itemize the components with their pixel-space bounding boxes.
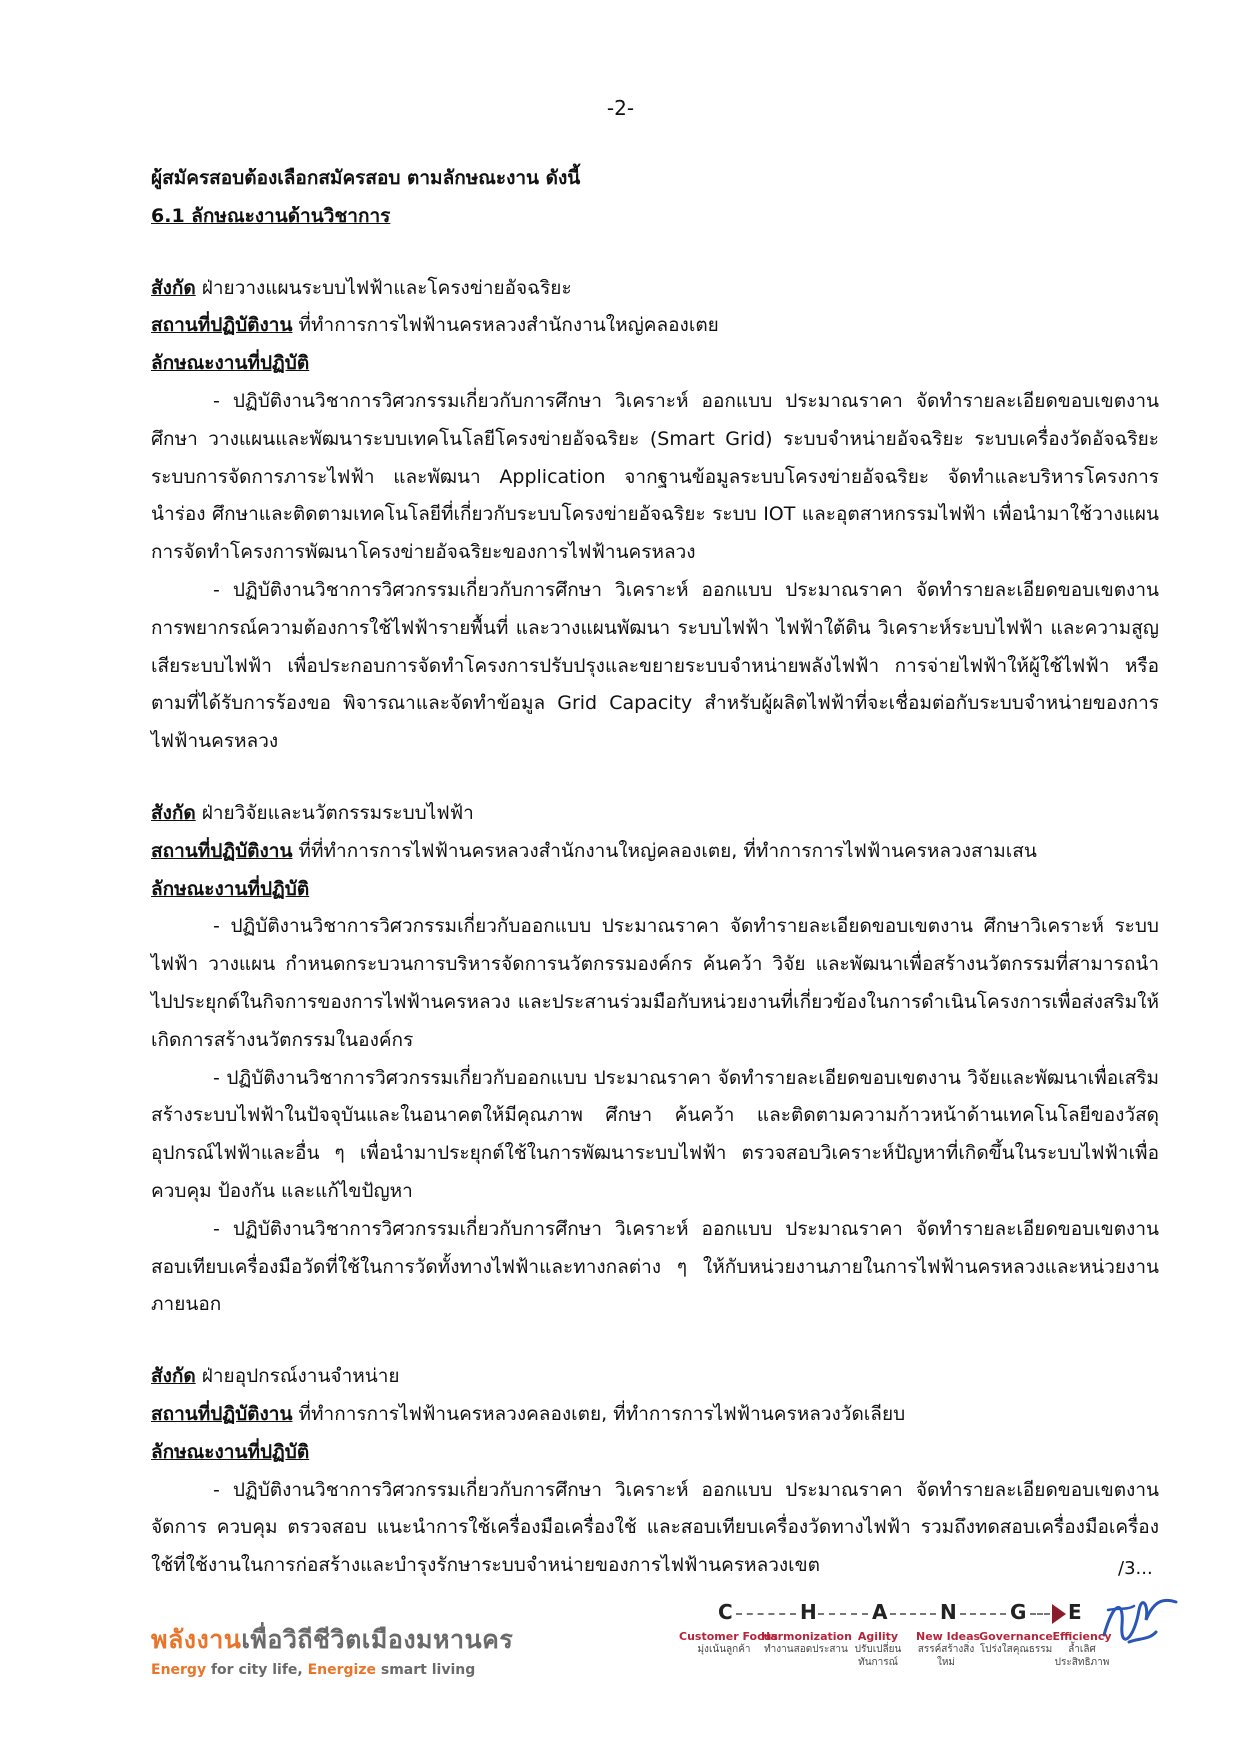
change-letter-n: N — [940, 1600, 957, 1624]
slogan-thai-gray: เพื่อวิถีชีวิตเมืองมหานคร — [241, 1625, 514, 1654]
value-th: ล้ำเลิศประสิทธิภาพ — [1054, 1644, 1110, 1668]
value-en: Governance — [979, 1630, 1053, 1643]
workplace-label: สถานที่ปฏิบัติงาน — [151, 839, 293, 862]
duty-paragraph: - ปฏิบัติงานวิชาการวิศวกรรมเกี่ยวกับการศึกษา วิเคราะห์ ออกแบบ ประมาณราคา จัดทำรายละเอียดขอบเขตงาน ศึกษา วางแผนและพัฒนาระบบเทคโนโลยีโครงข่ายอัจฉริยะ (Smart Grid) ระบบจำหน่ายอัจฉริยะ ระบบเครื่องวัดอัจฉริยะ ระบบการจัดการภาระไฟฟ้า และพัฒนา Application จากฐานข้อมูลระบบโครงข่ายอัจฉริยะ จัดทำและบริหารโครงการนำร่อง ศึกษาและติดตามเทคโนโลยีที่เกี่ยวกับระบบโครงข่ายอัจฉริยะ ระบบ IOT และอุตสาหกรรมไฟฟ้า เพื่อนำมาใช้วางแผนการจัดทำโครงการพัฒนาโครงข่ายอัจฉริยะของการไฟฟ้านครหลวง — [151, 389, 1159, 564]
dashed-connector — [1030, 1613, 1050, 1615]
value-efficiency — [1052, 1630, 1112, 1669]
section-workplace — [151, 307, 1159, 345]
section-affiliation — [151, 795, 1159, 833]
duty-paragraph: - ปฏิบัติงานวิชาการวิศวกรรมเกี่ยวกับการศึกษา วิเคราะห์ ออกแบบ ประมาณราคา จัดทำรายละเอียดขอบเขตงาน การพยากรณ์ความต้องการใช้ไฟฟ้ารายพื้นที่ และวางแผนพัฒนา ระบบไฟฟ้า ไฟฟ้าใต้ดิน วิเคราะห์ระบบไฟฟ้า และความสูญเสียระบบไฟฟ้า เพื่อประกอบการจัดทำโครงการปรับปรุงและขยายระบบจำหน่ายพลังไฟฟ้า การจ่ายไฟฟ้าให้ผู้ใช้ไฟฟ้า หรือตามที่ได้รับการร้องขอ พิจารณาและจัดทำข้อมูล Grid Capacity สำหรับผู้ผลิตไฟฟ้าที่จะเชื่อมต่อกับระบบจำหน่ายของการไฟฟ้านครหลวง — [151, 578, 1159, 753]
dashed-connector — [890, 1613, 936, 1615]
affiliation-value: ฝ่ายวิจัยและนวัตกรรมระบบไฟฟ้า — [195, 801, 474, 824]
slogan-en-energize: Energize — [307, 1662, 377, 1678]
duty-paragraph: - ปฏิบัติงานวิชาการวิศวกรรมเกี่ยวกับออกแบบ ประมาณราคา จัดทำรายละเอียดขอบเขตงาน วิจัยและพัฒนาเพื่อเสริมสร้างระบบไฟฟ้าในปัจจุบันและในอนาคตให้มีคุณภาพ ศึกษา ค้นคว้า และติดตามความก้าวหน้าด้านเทคโนโลยีของวัสดุ อุปกรณ์ไฟฟ้าและอื่น ๆ เพื่อนำมาประยุกต์ใช้ในการพัฒนาระบบไฟฟ้า ตรวจสอบวิเคราะห์ปัญหาที่เกิดขึ้นในระบบไฟฟ้าเพื่อควบคุม ป้องกัน และแก้ไขปัญหา — [151, 1066, 1159, 1202]
workplace-label: สถานที่ปฏิบัติงาน — [151, 314, 293, 337]
subheading: 6.1 ลักษณะงานด้านวิชาการ — [151, 204, 391, 227]
duty-paragraph: - ปฏิบัติงานวิชาการวิศวกรรมเกี่ยวกับการศึกษา วิเคราะห์ ออกแบบ ประมาณราคา จัดทำรายละเอียดขอบเขตงาน จัดการ ควบคุม ตรวจสอบ แนะนำการใช้เครื่องมือเครื่องใช้ และสอบเทียบเครื่องวัดทางไฟฟ้า รวมถึงทดสอบเครื่องมือเครื่องใช้ที่ใช้งานในการก่อสร้างและบำรุงรักษาระบบจำหน่ายของการไฟฟ้านครหลวงเขต — [151, 1478, 1159, 1577]
workplace-label: สถานที่ปฏิบัติงาน — [151, 1402, 293, 1425]
value-th: สรรค์สร้างสิ่งใหม่ — [917, 1644, 975, 1668]
slogan-en-part: for city life, — [206, 1662, 308, 1678]
slogan-english — [151, 1662, 513, 1678]
value-en: Efficiency — [1052, 1630, 1112, 1643]
value-customer-focus — [679, 1630, 778, 1656]
value-en: Agility — [857, 1630, 899, 1643]
affiliation-value: ฝ่ายอุปกรณ์งานจำหน่าย — [195, 1365, 400, 1388]
spacer — [151, 761, 1159, 795]
arrow-icon — [1052, 1604, 1066, 1624]
duty-paragraph: - ปฏิบัติงานวิชาการวิศวกรรมเกี่ยวกับการศึกษา วิเคราะห์ ออกแบบ ประมาณราคา จัดทำรายละเอียดขอบเขตงาน สอบเทียบเครื่องมือวัดที่ใช้ในการวัดทั้งทางไฟฟ้าและทางกลต่าง ๆ ให้กับหน่วยงานภายในการไฟฟ้านครหลวงและหน่วยงานภายนอก — [151, 1217, 1159, 1316]
section-affiliation — [151, 270, 1159, 308]
dashed-connector — [736, 1613, 796, 1615]
change-letters — [680, 1600, 1130, 1630]
value-harmonization — [761, 1630, 851, 1656]
slogan-thai — [151, 1620, 513, 1660]
value-new-ideas — [916, 1630, 981, 1669]
affiliation-value: ฝ่ายวางแผนระบบไฟฟ้าและโครงข่ายอัจฉริยะ — [195, 276, 572, 299]
dashed-connector — [960, 1613, 1006, 1615]
affiliation-label: สังกัด — [151, 276, 196, 299]
slogan-thai-orange: พลังงาน — [151, 1625, 242, 1654]
affiliation-label: สังกัด — [151, 1365, 196, 1388]
workplace-value: ที่ทำการการไฟฟ้านครหลวงคลองเตย, ที่ทำการการไฟฟ้านครหลวงวัดเลียบ — [292, 1402, 906, 1425]
spacer — [151, 1324, 1159, 1358]
footer-slogan — [151, 1620, 513, 1678]
page-number: -2- — [606, 96, 635, 120]
workplace-value: ที่ที่ทำการการไฟฟ้านครหลวงสำนักงานใหญ่คลองเตย, ที่ทำการการไฟฟ้านครหลวงสามเสน — [292, 839, 1037, 862]
slogan-en-part: smart living — [376, 1662, 476, 1678]
value-th: มุ่งเน้นลูกค้า — [697, 1644, 751, 1655]
value-agility — [848, 1630, 908, 1669]
change-letter-c: C — [718, 1600, 733, 1624]
change-letter-a: A — [872, 1600, 888, 1624]
value-th: โปร่งใสคุณธรรม — [979, 1644, 1053, 1655]
value-governance — [976, 1630, 1056, 1656]
document-body — [151, 160, 1159, 1585]
change-values-logo — [680, 1600, 1130, 1710]
section-workplace — [151, 1396, 1159, 1434]
next-page-marker: /3... — [1118, 1558, 1153, 1579]
section-affiliation — [151, 1358, 1159, 1396]
duties-label: ลักษณะงานที่ปฏิบัติ — [151, 1440, 310, 1463]
value-en: Harmonization — [761, 1630, 852, 1643]
value-th: ทำงานสอดประสาน — [764, 1644, 848, 1655]
change-letter-g: G — [1010, 1600, 1027, 1624]
change-letter-e: E — [1068, 1600, 1082, 1624]
workplace-value: ที่ทำการการไฟฟ้านครหลวงสำนักงานใหญ่คลองเตย — [292, 314, 719, 337]
slogan-en-energy: Energy — [151, 1662, 207, 1678]
value-th: ปรับเปลี่ยนทันการณ์ — [854, 1644, 902, 1668]
section-workplace — [151, 833, 1159, 871]
affiliation-label: สังกัด — [151, 801, 196, 824]
dashed-connector — [818, 1613, 868, 1615]
duties-label: ลักษณะงานที่ปฏิบัติ — [151, 352, 310, 375]
value-en: New Ideas — [916, 1630, 981, 1643]
spacer — [151, 236, 1159, 270]
value-en: Customer Focus — [679, 1630, 778, 1643]
duties-label: ลักษณะงานที่ปฏิบัติ — [151, 877, 310, 900]
duty-paragraph: - ปฏิบัติงานวิชาการวิศวกรรมเกี่ยวกับออกแบบ ประมาณราคา จัดทำรายละเอียดขอบเขตงาน ศึกษาวิเคราะห์ ระบบไฟฟ้า วางแผน กำหนดกระบวนการบริหารจัดการนวัตกรรมองค์กร ค้นคว้า วิจัย และพัฒนาเพื่อสร้างนวัตกรรมที่สามารถนำไปประยุกต์ในกิจการของการไฟฟ้านครหลวง และประสานร่วมมือกับหน่วยงานที่เกี่ยวข้องในการดำเนินโครงการเพื่อส่งสริมให้เกิดการสร้างนวัตกรรมในองค์กร — [151, 915, 1159, 1051]
change-letter-h: H — [800, 1600, 817, 1624]
heading: ผู้สมัครสอบต้องเลือกสมัครสอบ ตามลักษณะงาน ดังนี้ — [151, 167, 581, 189]
